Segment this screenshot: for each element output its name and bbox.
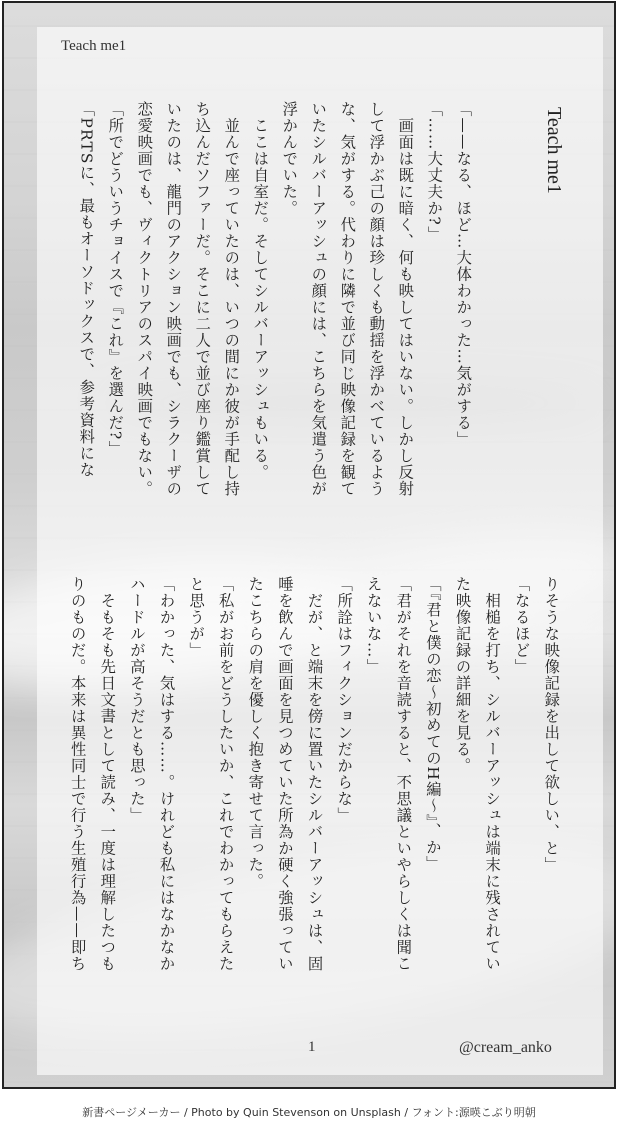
- text-column: 画面は既に暗く、何も映してはいない。しかし反射: [396, 101, 415, 497]
- text-column: 「わかった、気はする……。けれども私にはなかなか: [157, 576, 176, 972]
- text-column: な、気がする。代わりに隣で並び同じ映像記録を観て: [338, 101, 357, 497]
- book-page: [2, 1, 616, 1089]
- text-column: 「PRTSに、最もオーソドックスで、参考資料にな: [77, 101, 96, 479]
- text-column: 浮かんでいた。: [280, 101, 299, 217]
- text-column: た映像記録の詳細を見る。: [453, 576, 472, 774]
- text-column: ここは自室だ。そしてシルバーアッシュもいる。: [251, 101, 270, 481]
- text-column: 「所詮はフィクションだからな」: [335, 576, 354, 824]
- author-handle: @cream_anko: [459, 1039, 552, 1056]
- text-column: 唾を飲んで画面を見つめていた所為か硬く強張ってい: [275, 576, 294, 972]
- text-column: 「——なる、ほど…大体わかった…気がする」: [454, 101, 473, 448]
- text-column: 「『君と僕の恋〜初めてのH編〜』、か」: [423, 576, 442, 873]
- text-column: りのものだ。本来は異性同士で行う生殖行為——即ち: [68, 576, 87, 972]
- text-column: いたのは、龍門のアクション映画でも、シラクーザの: [164, 101, 183, 497]
- text-column: だが、と端末を傍に置いたシルバーアッシュは、固: [305, 576, 324, 972]
- text-column: して浮かぶ己の顔は珍しくも動揺を浮かべているよう: [367, 101, 386, 497]
- header-title: Teach me1: [61, 38, 127, 54]
- text-column: 並んで座っていたのは、いつの間にか彼が手配し持: [222, 101, 241, 497]
- text-column: りそうな映像記録を出して欲しい、と」: [542, 576, 561, 873]
- text-column: ハードルが高そうだとも思った」: [127, 576, 146, 824]
- text-column: と思うが」: [187, 576, 206, 659]
- text-column: 「所でどういうチョイスで『これ』を選んだ?」: [106, 101, 125, 457]
- text-column: 相槌を打ち、シルバーアッシュは端末に残されてい: [483, 576, 502, 972]
- text-column: そもそも先日文書として読み、一度は理解したつも: [98, 576, 117, 972]
- text-column: えないな…」: [364, 576, 383, 675]
- text-column: 「なるほど」: [512, 576, 531, 675]
- text-column: 「……大丈夫か?」: [425, 101, 444, 243]
- text-column: 「私がお前をどうしたいか、これでわかってもらえた: [216, 576, 235, 972]
- text-column: 「君がそれを音読すると、不思議といやらしくは聞こ: [394, 576, 413, 972]
- text-column: たこちらの肩を優しく抱き寄せて言った。: [246, 576, 265, 890]
- chapter-title: Teach me1: [543, 107, 565, 194]
- credit-line: 新書ページメーカー / Photo by Quin Stevenson on Unsplash / フォント:源暎こぶり明朝: [82, 1106, 536, 1119]
- text-column: いたシルバーアッシュの顔には、こちらを気遣う色が: [309, 101, 328, 497]
- text-column: ち込んだソファーだ。そこに二人で並び座り鑑賞して: [193, 101, 212, 497]
- page-number: 1: [308, 1039, 316, 1055]
- text-column: 恋愛映画でも、ヴィクトリアのスパイ映画でもない。: [135, 101, 154, 497]
